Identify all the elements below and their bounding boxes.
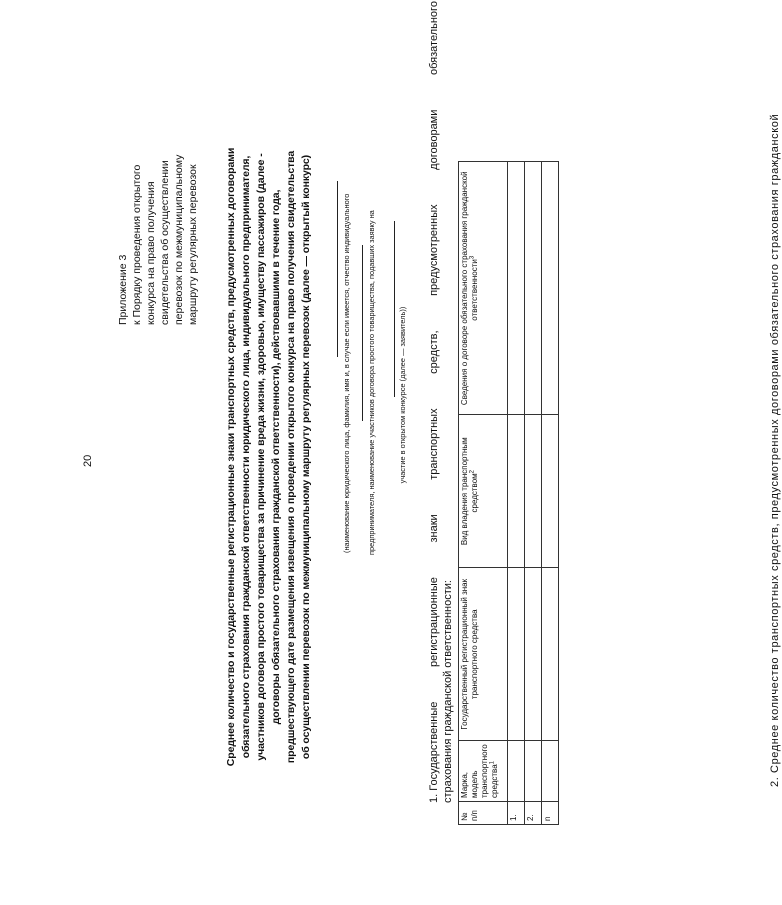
heading-line: предшествующего дате размещения извещения о проведении открытого конкурса на право получения свидетельства [285, 150, 297, 764]
table-cell[interactable] [542, 415, 559, 568]
fill-in-line[interactable] [394, 221, 395, 397]
appendix-line: к Порядку проведения открытого [131, 164, 143, 325]
fill-in-line[interactable] [362, 245, 363, 421]
section-1-word: регистрационные [428, 577, 440, 668]
column-header-insurance-info: Сведения о договоре обязательного страхования гражданской ответственности$^3$ [459, 162, 508, 415]
appendix-line: перевозок по межмуниципальному [173, 154, 185, 325]
section-1-word: знаки [428, 514, 440, 543]
heading-line: Среднее количество и государственные регистрационные знаки транспортных средств, предусмотренных договорами [225, 147, 237, 767]
table-cell: 1. [508, 802, 525, 825]
table-cell[interactable] [508, 741, 525, 802]
table-cell[interactable] [508, 162, 525, 415]
table-row [508, 162, 525, 825]
table-cell[interactable] [525, 568, 542, 741]
heading-line: об осуществлении перевозок по межмуниципальному маршруту регулярных перевозок (далее — открытый конкурс) [300, 154, 312, 760]
table-row [542, 162, 559, 825]
table-cell[interactable] [508, 415, 525, 568]
table-cell[interactable] [542, 741, 559, 802]
applicant-caption: предпринимателя, наименование участников договора простого товарищества, подавших заявку на [367, 210, 376, 555]
section-1-word: средств, [428, 330, 440, 374]
applicant-caption: участие в открытом конкурсе (далее — заявитель)) [398, 306, 407, 484]
table-cell[interactable] [508, 568, 525, 741]
document-heading [224, 23, 314, 891]
table-header-row [459, 162, 508, 825]
column-header-ownership-type: Вид владения транспортным средством$^2$ [459, 415, 508, 568]
heading-line: участников договора простого товарищества за причинение вреда жизни, здоровью, имуществу пассажиров (далее - [255, 153, 267, 761]
table-cell[interactable] [525, 741, 542, 802]
table-cell: 2. [525, 802, 542, 825]
appendix-line: свидетельства об осуществлении [159, 160, 171, 325]
table-cell[interactable] [542, 568, 559, 741]
appendix-reference [116, 45, 200, 325]
table-cell[interactable] [525, 162, 542, 415]
table-cell: n [542, 802, 559, 825]
section-1-word: транспортных [428, 408, 440, 480]
appendix-line: Приложение 3 [117, 254, 129, 325]
section-1-word: 1. Государственные [428, 701, 440, 803]
section-1-word: договорами [428, 109, 440, 170]
appendix-line: маршруту регулярных перевозок [187, 164, 199, 325]
vehicles-table [458, 161, 559, 825]
column-header-registration-plate: Государственный регистрационный знак транспортного средства [459, 568, 508, 741]
table-cell[interactable] [542, 162, 559, 415]
table-row [525, 162, 542, 825]
column-header-brand-model: Марка, модель транспортного средства$^1$ [459, 741, 508, 802]
section-2-heading: 2. Среднее количество транспортных средств, предусмотренных договорами обязательного страхования гражданской [769, 113, 781, 787]
table-cell[interactable] [525, 415, 542, 568]
section-1-word: обязательного [428, 1, 440, 76]
section-1-word: предусмотренных [428, 204, 440, 296]
page-number: 20 [82, 454, 94, 467]
column-header-number: № п/п [459, 802, 508, 825]
section-1-line-2: страхования гражданской ответственности: [442, 580, 454, 803]
section-1-heading [427, 1, 455, 803]
heading-line: обязательного страхования гражданской ответственности юридического лица, индивидуального предпринимателя, [240, 155, 252, 759]
fill-in-line[interactable] [337, 181, 338, 357]
heading-line: договоры обязательного страхования гражданской ответственности), действовавшими в течение года, [270, 189, 282, 725]
appendix-line: конкурса на право получения [145, 181, 157, 325]
applicant-caption: (наименование юридического лица, фамилия, имя и, в случае если имеется, отчество индивидуального [342, 193, 351, 553]
